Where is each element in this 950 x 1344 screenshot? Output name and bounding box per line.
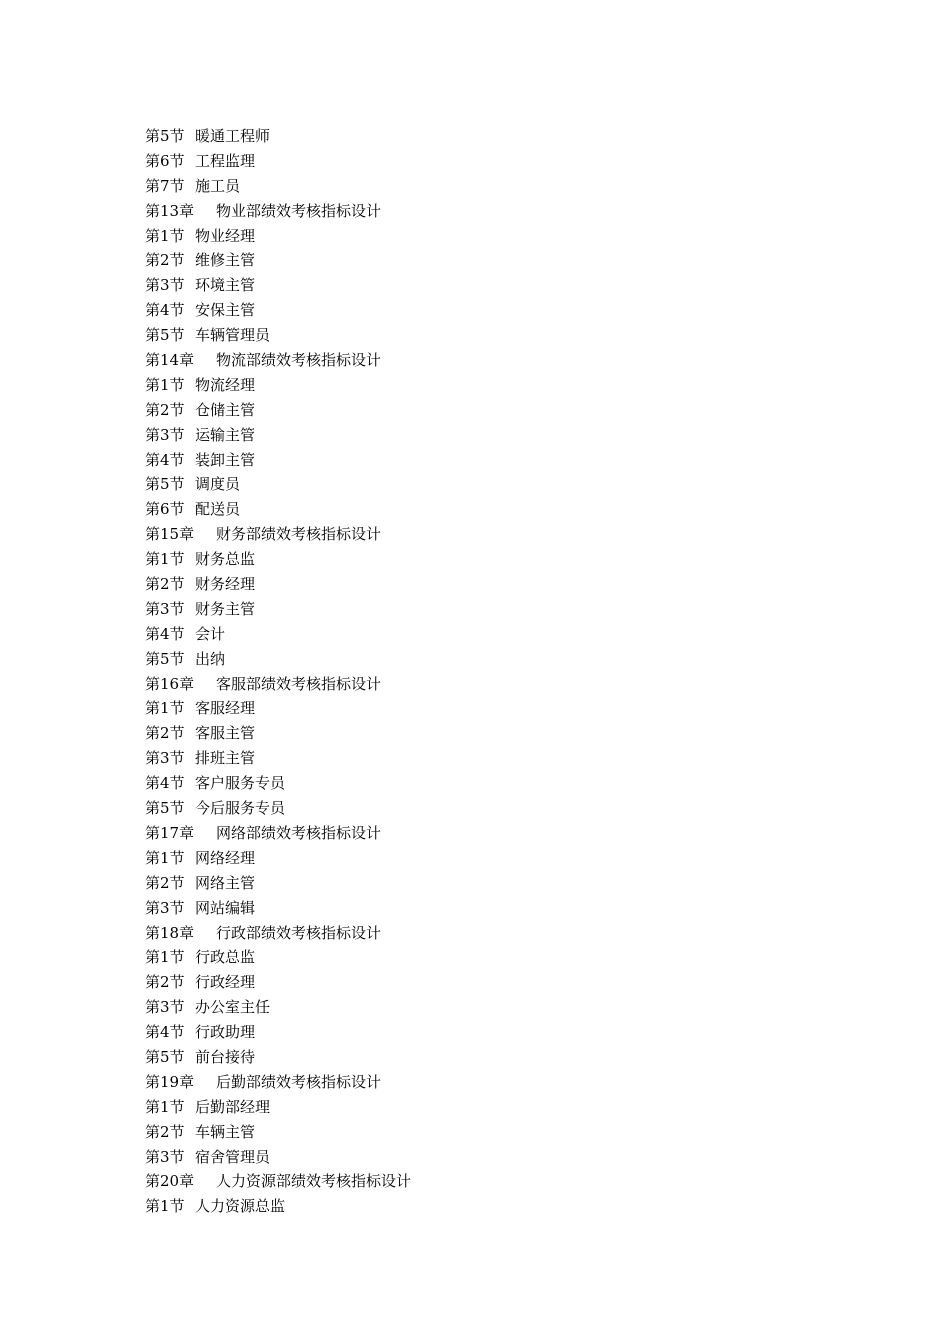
toc-chapter-line [145, 1070, 411, 1095]
toc-chapter-line [145, 672, 411, 697]
section-number: 第1节 [145, 848, 185, 867]
toc-section-line [145, 373, 411, 398]
section-title: 施工员 [195, 176, 241, 195]
toc-section-line [145, 721, 411, 746]
section-number: 第2节 [145, 973, 185, 992]
section-title: 网络经理 [195, 848, 256, 867]
chapter-number: 第13章 [145, 201, 195, 220]
section-number: 第1节 [145, 699, 185, 718]
toc-section-line [145, 846, 411, 871]
toc-section-line [145, 945, 411, 970]
section-title: 财务经理 [195, 575, 256, 594]
toc-section-line [145, 1020, 411, 1045]
section-number: 第2节 [145, 724, 185, 743]
section-number: 第1节 [145, 948, 185, 967]
toc-section-line [145, 448, 411, 473]
section-title: 客服经理 [195, 699, 256, 718]
section-title: 暖通工程师 [195, 127, 271, 145]
section-title: 后勤部经理 [195, 1097, 271, 1116]
toc-section-line [145, 1194, 411, 1219]
section-number: 第7节 [145, 176, 185, 195]
section-number: 第3节 [145, 1147, 185, 1166]
toc-section-line [145, 298, 411, 323]
section-number: 第5节 [145, 127, 185, 145]
toc-section-line [145, 423, 411, 448]
toc-section-line [145, 323, 411, 348]
toc-chapter-line [145, 1169, 411, 1194]
chapter-number: 第18章 [145, 923, 195, 942]
toc-section-line [145, 970, 411, 995]
section-number: 第5节 [145, 649, 185, 668]
section-number: 第4节 [145, 1023, 185, 1042]
toc-section-line [145, 224, 411, 249]
section-title: 客户服务专员 [195, 774, 286, 793]
section-number: 第5节 [145, 1047, 185, 1066]
section-title: 人力资源总监 [195, 1197, 286, 1216]
section-number: 第3节 [145, 998, 185, 1017]
section-title: 物流经理 [195, 375, 256, 394]
section-title: 财务总监 [195, 550, 256, 569]
section-number: 第2节 [145, 251, 185, 270]
section-number: 第1节 [145, 226, 185, 245]
chapter-title: 客服部绩效考核指标设计 [216, 674, 382, 693]
section-number: 第3节 [145, 898, 185, 917]
section-title: 行政经理 [195, 973, 256, 992]
section-number: 第6节 [145, 500, 185, 519]
chapter-number: 第17章 [145, 823, 195, 842]
section-number: 第1节 [145, 1197, 185, 1216]
toc-section-line [145, 622, 411, 647]
toc-section-line [145, 746, 411, 771]
section-title: 网站编辑 [195, 898, 256, 917]
section-title: 装卸主管 [195, 450, 256, 469]
section-number: 第2节 [145, 400, 185, 419]
toc-chapter-line [145, 921, 411, 946]
toc-chapter-line [145, 522, 411, 547]
section-title: 运输主管 [195, 425, 256, 444]
section-number: 第4节 [145, 450, 185, 469]
chapter-title: 网络部绩效考核指标设计 [216, 823, 382, 842]
chapter-title: 物流部绩效考核指标设计 [216, 351, 382, 370]
section-title: 工程监理 [195, 151, 256, 170]
toc-section-line [145, 174, 411, 199]
toc-chapter-line [145, 348, 411, 373]
section-title: 办公室主任 [195, 998, 271, 1017]
section-title: 物业经理 [195, 226, 256, 245]
toc-section-line [145, 149, 411, 174]
chapter-title: 财务部绩效考核指标设计 [216, 525, 382, 544]
toc-section-line [145, 124, 411, 149]
toc-section-line [145, 871, 411, 896]
chapter-number: 第16章 [145, 674, 195, 693]
table-of-contents [145, 124, 411, 1219]
chapter-title: 人力资源部绩效考核指标设计 [216, 1172, 412, 1191]
section-title: 排班主管 [195, 749, 256, 768]
section-title: 配送员 [195, 500, 241, 519]
toc-chapter-line [145, 821, 411, 846]
toc-section-line [145, 995, 411, 1020]
section-number: 第4节 [145, 301, 185, 320]
section-title: 前台接待 [195, 1047, 256, 1066]
chapter-number: 第20章 [145, 1172, 195, 1191]
toc-section-line [145, 472, 411, 497]
section-title: 调度员 [195, 475, 241, 494]
section-title: 网络主管 [195, 873, 256, 892]
toc-section-line [145, 1045, 411, 1070]
toc-section-line [145, 597, 411, 622]
toc-section-line [145, 896, 411, 921]
section-number: 第1节 [145, 550, 185, 569]
toc-section-line [145, 647, 411, 672]
section-title: 安保主管 [195, 301, 256, 320]
toc-section-line [145, 273, 411, 298]
chapter-title: 行政部绩效考核指标设计 [216, 923, 382, 942]
section-title: 车辆管理员 [195, 326, 271, 345]
section-number: 第5节 [145, 799, 185, 818]
section-number: 第1节 [145, 375, 185, 394]
toc-section-line [145, 497, 411, 522]
toc-section-line [145, 796, 411, 821]
section-number: 第3节 [145, 425, 185, 444]
section-title: 车辆主管 [195, 1122, 256, 1141]
section-number: 第2节 [145, 575, 185, 594]
toc-section-line [145, 1095, 411, 1120]
chapter-number: 第15章 [145, 525, 195, 544]
section-number: 第1节 [145, 1097, 185, 1116]
section-title: 行政助理 [195, 1023, 256, 1042]
section-number: 第3节 [145, 749, 185, 768]
section-title: 维修主管 [195, 251, 256, 270]
section-number: 第5节 [145, 326, 185, 345]
section-number: 第4节 [145, 624, 185, 643]
section-title: 财务主管 [195, 599, 256, 618]
chapter-title: 后勤部绩效考核指标设计 [216, 1072, 382, 1091]
section-number: 第2节 [145, 873, 185, 892]
section-number: 第3节 [145, 276, 185, 295]
toc-chapter-line [145, 199, 411, 224]
chapter-number: 第14章 [145, 351, 195, 370]
toc-section-line [145, 1145, 411, 1170]
chapter-number: 第19章 [145, 1072, 195, 1091]
section-title: 会计 [195, 624, 226, 643]
section-number: 第3节 [145, 599, 185, 618]
section-title: 宿舍管理员 [195, 1147, 271, 1166]
section-title: 今后服务专员 [195, 799, 286, 818]
section-title: 仓储主管 [195, 400, 256, 419]
toc-section-line [145, 398, 411, 423]
toc-section-line [145, 696, 411, 721]
section-title: 行政总监 [195, 948, 256, 967]
section-number: 第2节 [145, 1122, 185, 1141]
toc-section-line [145, 771, 411, 796]
toc-section-line [145, 572, 411, 597]
toc-section-line [145, 547, 411, 572]
section-number: 第6节 [145, 151, 185, 170]
section-number: 第4节 [145, 774, 185, 793]
section-title: 客服主管 [195, 724, 256, 743]
section-number: 第5节 [145, 475, 185, 494]
section-title: 出纳 [195, 649, 226, 668]
toc-section-line [145, 248, 411, 273]
toc-section-line [145, 1120, 411, 1145]
chapter-title: 物业部绩效考核指标设计 [216, 201, 382, 220]
section-title: 环境主管 [195, 276, 256, 295]
